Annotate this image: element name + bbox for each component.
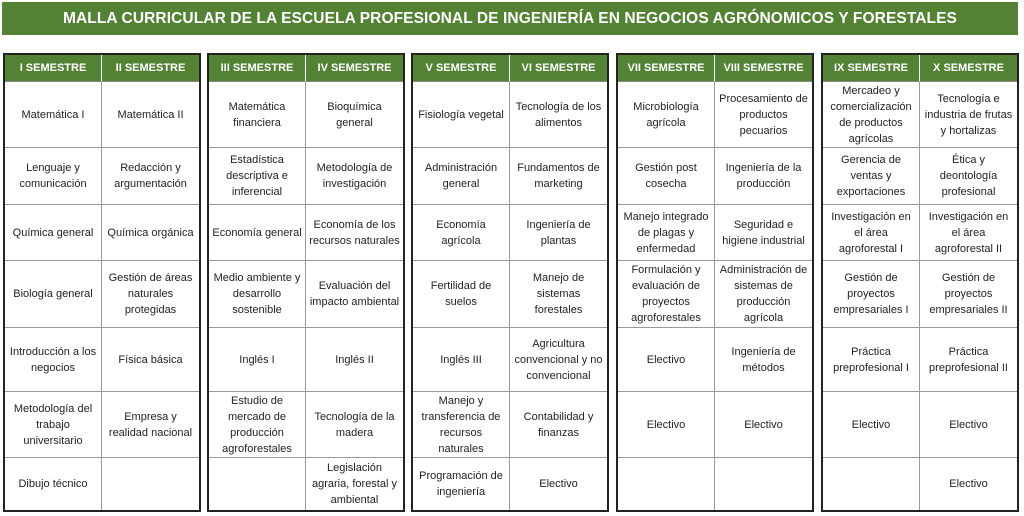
semester-group-1: [3, 53, 201, 512]
course-cell: [823, 458, 920, 510]
course-cell: Gestión de proyectos empresariales II: [920, 261, 1017, 328]
course-cell: Economía agrícola: [413, 205, 510, 261]
course-cell: [102, 458, 199, 510]
course-cell: Microbiología agrícola: [618, 82, 715, 148]
course-cell: Estadística descriptiva e inferencial: [209, 148, 306, 205]
course-cell: Gestión post cosecha: [618, 148, 715, 205]
course-cell: Electivo: [618, 328, 715, 392]
course-cell: Formulación y evaluación de proyectos agroforestales: [618, 261, 715, 328]
course-cell: Metodología del trabajo universitario: [5, 392, 102, 458]
course-cell: Programación de ingeniería: [413, 458, 510, 510]
semester-group-3: [411, 53, 609, 512]
semester-header: VIII SEMESTRE: [715, 55, 812, 82]
course-cell: Empresa y realidad nacional: [102, 392, 199, 458]
course-cell: Gestión de áreas naturales protegidas: [102, 261, 199, 328]
course-cell: Administración general: [413, 148, 510, 205]
course-cell: Manejo de sistemas forestales: [510, 261, 607, 328]
course-cell: Ingeniería de métodos: [715, 328, 812, 392]
semester-header: I SEMESTRE: [5, 55, 102, 82]
course-cell: [715, 458, 812, 510]
course-cell: Bioquímica general: [306, 82, 403, 148]
course-cell: Matemática I: [5, 82, 102, 148]
course-cell: Ingeniería de plantas: [510, 205, 607, 261]
course-cell: Economía de los recursos naturales: [306, 205, 403, 261]
course-cell: Electivo: [823, 392, 920, 458]
course-cell: Introducción a los negocios: [5, 328, 102, 392]
course-cell: Química orgánica: [102, 205, 199, 261]
course-cell: Ingeniería de la producción: [715, 148, 812, 205]
semester-header: III SEMESTRE: [209, 55, 306, 82]
semester-header: II SEMESTRE: [102, 55, 199, 82]
course-cell: Biología general: [5, 261, 102, 328]
course-cell: Inglés I: [209, 328, 306, 392]
semester-header: IV SEMESTRE: [306, 55, 403, 82]
course-cell: [209, 458, 306, 510]
semester-header: VII SEMESTRE: [618, 55, 715, 82]
course-cell: Gestión de proyectos empresariales I: [823, 261, 920, 328]
course-cell: Física básica: [102, 328, 199, 392]
course-cell: Gerencia de ventas y exportaciones: [823, 148, 920, 205]
semester-header: X SEMESTRE: [920, 55, 1017, 82]
semester-header: V SEMESTRE: [413, 55, 510, 82]
course-cell: Dibujo técnico: [5, 458, 102, 510]
course-cell: Investigación en el área agroforestal II: [920, 205, 1017, 261]
course-cell: Metodología de investigación: [306, 148, 403, 205]
course-cell: Seguridad e higiene industrial: [715, 205, 812, 261]
semester-group-4: [616, 53, 814, 512]
semester-header: VI SEMESTRE: [510, 55, 607, 82]
course-cell: Fisiología vegetal: [413, 82, 510, 148]
course-cell: Electivo: [949, 478, 988, 490]
course-cell: Inglés III: [413, 328, 510, 392]
course-cell: Lenguaje y comunicación: [5, 148, 102, 205]
course-cell: Electivo: [920, 392, 1017, 458]
semester-header: IX SEMESTRE: [823, 55, 920, 82]
course-cell: Medio ambiente y desarrollo sostenible: [209, 261, 306, 328]
course-cell: Fundamentos de marketing: [510, 148, 607, 205]
course-cell: Matemática II: [102, 82, 199, 148]
course-cell: Práctica preprofesional II: [920, 328, 1017, 392]
course-cell: Legislación agraria, forestal y ambiental: [312, 462, 397, 506]
course-cell: Matemática financiera: [209, 82, 306, 148]
course-cell: Manejo y transferencia de recursos naturales: [413, 392, 510, 458]
course-cell: Agricultura convencional y no convencional: [510, 328, 607, 392]
course-cell: Química general: [5, 205, 102, 261]
course-cell: Tecnología e industria de frutas y hortalizas: [920, 82, 1017, 148]
course-cell: Tecnología de los alimentos: [510, 82, 607, 148]
course-cell: Electivo: [618, 392, 715, 458]
course-cell: Electivo: [539, 478, 578, 490]
course-cell: Mercadeo y comercialización de productos agrícolas: [823, 82, 920, 148]
course-cell: Redacción y argumentación: [102, 148, 199, 205]
course-cell: Contabilidad y finanzas: [510, 392, 607, 458]
course-cell: Administración de sistemas de producción agrícola: [715, 261, 812, 328]
course-cell: Práctica preprofesional I: [823, 328, 920, 392]
course-cell: Manejo integrado de plagas y enfermedad: [618, 205, 715, 261]
page-title: MALLA CURRICULAR DE LA ESCUELA PROFESIONAL DE INGENIERÍA EN NEGOCIOS AGRÓNOMICOS Y FORESTALES: [2, 2, 1018, 35]
course-cell: Investigación en el área agroforestal I: [823, 205, 920, 261]
course-cell: Ética y deontología profesional: [920, 148, 1017, 205]
course-cell: Inglés II: [306, 328, 403, 392]
course-cell: Evaluación del impacto ambiental: [306, 261, 403, 328]
course-cell: Estudio de mercado de producción agroforestales: [209, 392, 306, 458]
course-cell: Tecnología de la madera: [306, 392, 403, 458]
semester-group-2: [207, 53, 405, 512]
course-cell: Economía general: [209, 205, 306, 261]
semester-group-5: [821, 53, 1019, 512]
course-cell: [618, 458, 715, 510]
course-cell: Fertilidad de suelos: [413, 261, 510, 328]
course-cell: Electivo: [715, 392, 812, 458]
course-cell: Procesamiento de productos pecuarios: [715, 82, 812, 148]
